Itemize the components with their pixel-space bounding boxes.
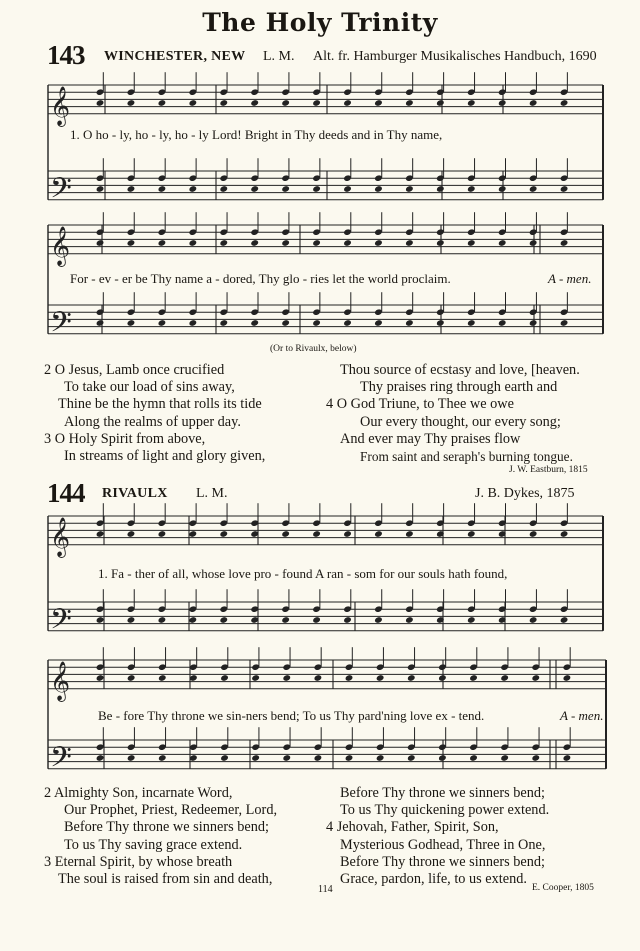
note-head <box>158 530 167 538</box>
note-head <box>312 319 321 327</box>
note-head <box>312 530 321 538</box>
note-head <box>343 239 352 247</box>
hymn-143-source: Alt. fr. Hamburger Musikalisches Handbuch, 1690 <box>313 49 597 64</box>
hymn-144-source: J. B. Dykes, 1875 <box>475 486 575 501</box>
treble-clef-icon: 𝄞 <box>50 516 71 557</box>
hymn-144-tune-name: RIVAULX <box>102 486 168 501</box>
note-head <box>158 754 167 762</box>
hymn-143-verses-right <box>326 362 580 465</box>
verse-line: And ever may Thy praises flow <box>340 430 521 447</box>
verse-line: Thine be the hymn that rolls its tide <box>58 396 262 413</box>
note-head <box>560 319 569 327</box>
verse-line: 4 Jehovah, Father, Spirit, Son, <box>326 819 499 836</box>
treble-clef-icon: 𝄞 <box>50 225 71 266</box>
note-head <box>500 674 509 682</box>
note-head <box>560 185 569 193</box>
note-head <box>374 530 383 538</box>
note-head <box>219 239 228 247</box>
note-head <box>376 674 385 682</box>
note-head <box>467 185 476 193</box>
note-head <box>189 185 198 193</box>
note-head <box>531 754 540 762</box>
note-head <box>314 674 323 682</box>
note-head <box>469 674 478 682</box>
note-head <box>281 239 290 247</box>
bass-clef-icon: 𝄢 <box>50 171 72 212</box>
note-head <box>312 616 321 624</box>
verse-line: Along the realms of upper day. <box>64 413 241 430</box>
note-head <box>405 185 414 193</box>
note-head <box>529 99 538 107</box>
note-head <box>376 754 385 762</box>
note-head <box>96 239 105 247</box>
note-head <box>220 754 229 762</box>
note-head <box>127 185 136 193</box>
bass-clef-icon: 𝄢 <box>50 740 72 781</box>
hymn-143-number: 143 <box>47 40 85 70</box>
note-head <box>436 185 445 193</box>
note-head <box>96 185 105 193</box>
hymn-144-verses-right <box>326 785 550 888</box>
note-head <box>312 99 321 107</box>
note-head <box>436 99 445 107</box>
note-head <box>281 99 290 107</box>
note-head <box>405 530 414 538</box>
note-head <box>281 530 290 538</box>
note-head <box>343 185 352 193</box>
note-head <box>343 99 352 107</box>
hymn-143-lyrics-line-2: For - ev - er be Thy name a - dored, Thy glo - ries let the world proclaim. <box>70 271 451 286</box>
note-head <box>219 616 228 624</box>
hymn-144-verses-left <box>44 785 277 888</box>
note-head <box>158 616 167 624</box>
note-head <box>281 185 290 193</box>
note-head <box>407 674 416 682</box>
note-head <box>281 319 290 327</box>
note-head <box>250 239 259 247</box>
note-head <box>498 185 507 193</box>
hymn-144-lyrics-line-1: 1. Fa - ther of all, whose love pro - found A ran - som for our souls hath found, <box>98 566 508 581</box>
verse-line: Thy praises ring through earth and <box>360 379 558 396</box>
note-head <box>189 616 198 624</box>
verse-line: Before Thy throne we sinners bend; <box>340 853 546 870</box>
note-head <box>312 239 321 247</box>
treble-clef-icon: 𝄞 <box>50 85 71 126</box>
note-head <box>563 674 572 682</box>
note-head <box>436 319 445 327</box>
note-head <box>127 754 136 762</box>
note-head <box>127 99 136 107</box>
hymn-144-lyrics-line-2: Be - fore Thy throne we sin-ners bend; To us Thy pard'ning love ex - tend. <box>98 708 485 723</box>
note-head <box>560 239 569 247</box>
note-head <box>498 239 507 247</box>
note-head <box>405 99 414 107</box>
note-head <box>560 530 569 538</box>
note-head <box>374 616 383 624</box>
hymn-144-meter: L. M. <box>196 486 228 501</box>
note-head <box>250 185 259 193</box>
note-head <box>127 239 136 247</box>
verse-line: Before Thy throne we sinners bend; <box>64 819 270 836</box>
verse-line: 2 Almighty Son, incarnate Word, <box>44 785 233 801</box>
note-head <box>250 319 259 327</box>
note-head <box>438 674 447 682</box>
note-head <box>531 674 540 682</box>
note-head <box>127 319 136 327</box>
note-head <box>343 616 352 624</box>
bass-clef-icon: 𝄢 <box>50 602 72 643</box>
verse-line: 2 O Jesus, Lamb once crucified <box>44 362 225 378</box>
note-head <box>219 99 228 107</box>
note-head <box>407 754 416 762</box>
treble-clef-icon: 𝄞 <box>50 660 71 701</box>
note-head <box>467 99 476 107</box>
note-head <box>343 319 352 327</box>
hymn-143-verses-left <box>44 362 265 465</box>
verse-line: 3 Eternal Spirit, by whose breath <box>44 853 233 870</box>
note-head <box>158 185 167 193</box>
note-head <box>127 530 136 538</box>
verse-line: Our every thought, our every song; <box>360 413 561 430</box>
note-head <box>220 674 229 682</box>
note-head <box>529 185 538 193</box>
note-head <box>219 185 228 193</box>
note-head <box>374 319 383 327</box>
note-head <box>251 674 260 682</box>
note-head <box>282 754 291 762</box>
note-head <box>314 754 323 762</box>
note-head <box>405 616 414 624</box>
note-head <box>467 239 476 247</box>
note-head <box>127 674 136 682</box>
verse-line: Our Prophet, Priest, Redeemer, Lord, <box>64 802 278 819</box>
note-head <box>345 674 354 682</box>
verse-line: To us Thy saving grace extend. <box>64 836 243 853</box>
note-head <box>436 239 445 247</box>
note-head <box>469 754 478 762</box>
note-head <box>529 319 538 327</box>
hymn-143-lyrics-line-1: 1. O ho - ly, ho - ly, ho - ly Lord! Bright in Thy deeds and in Thy name, <box>70 127 443 142</box>
note-head <box>96 319 105 327</box>
verse-line: Mysterious Godhead, Three in One, <box>340 836 546 853</box>
verse-line: Before Thy throne we sinners bend; <box>340 785 546 801</box>
note-head <box>563 754 572 762</box>
hymn-144-author-credit: E. Cooper, 1805 <box>532 883 594 893</box>
verse-line: To take our load of sins away, <box>64 379 235 396</box>
hymn-143-tune-name: WINCHESTER, NEW <box>104 49 246 64</box>
note-head <box>158 99 167 107</box>
verse-line: 3 O Holy Spirit from above, <box>44 430 206 447</box>
note-head <box>189 99 198 107</box>
note-head <box>96 674 105 682</box>
hymn-143-author-credit: J. W. Eastburn, 1815 <box>509 465 588 475</box>
note-head <box>374 185 383 193</box>
note-head <box>219 530 228 538</box>
note-head <box>500 754 509 762</box>
note-head <box>96 99 105 107</box>
note-head <box>158 674 167 682</box>
hymn-143-alternate-tune-note: (Or to Rivaulx, below) <box>270 344 357 354</box>
hymn-144-number: 144 <box>47 478 85 508</box>
note-head <box>374 99 383 107</box>
bass-clef-icon: 𝄢 <box>50 305 72 346</box>
verse-line: In streams of light and glory given, <box>64 448 266 465</box>
note-head <box>158 319 167 327</box>
verse-line: From saint and seraph's burning tongue. <box>360 449 573 465</box>
note-head <box>281 616 290 624</box>
note-head <box>529 530 538 538</box>
note-head <box>189 319 198 327</box>
note-head <box>312 185 321 193</box>
note-head <box>467 616 476 624</box>
note-head <box>405 239 414 247</box>
verse-line: Thou source of ecstasy and love, [heaven. <box>340 362 580 378</box>
note-head <box>560 616 569 624</box>
note-head <box>189 530 198 538</box>
note-head <box>467 530 476 538</box>
note-head <box>345 754 354 762</box>
note-head <box>250 99 259 107</box>
note-head <box>127 616 136 624</box>
verse-line: Grace, pardon, life, to us extend. <box>340 871 527 888</box>
verse-line: To us Thy quickening power extend. <box>340 802 550 819</box>
note-head <box>374 239 383 247</box>
verse-line: 4 O God Triune, to Thee we owe <box>326 396 514 413</box>
note-head <box>405 319 414 327</box>
note-head <box>498 99 507 107</box>
hymn-143-amen: A - men. <box>548 271 592 286</box>
note-head <box>96 616 105 624</box>
page-title: The Holy Trinity <box>202 8 438 37</box>
hymn-143-meter: L. M. <box>263 49 295 64</box>
note-head <box>560 99 569 107</box>
hymn-144-amen: A - men. <box>560 708 604 723</box>
note-head <box>96 754 105 762</box>
note-head <box>529 239 538 247</box>
note-head <box>158 239 167 247</box>
page-number: 114 <box>318 884 333 895</box>
note-head <box>96 530 105 538</box>
note-head <box>282 674 291 682</box>
note-head <box>438 754 447 762</box>
note-head <box>467 319 476 327</box>
verse-line: The soul is raised from sin and death, <box>58 871 273 888</box>
note-head <box>529 616 538 624</box>
note-head <box>498 319 507 327</box>
note-head <box>189 239 198 247</box>
note-head <box>251 754 260 762</box>
note-head <box>219 319 228 327</box>
note-head <box>343 530 352 538</box>
